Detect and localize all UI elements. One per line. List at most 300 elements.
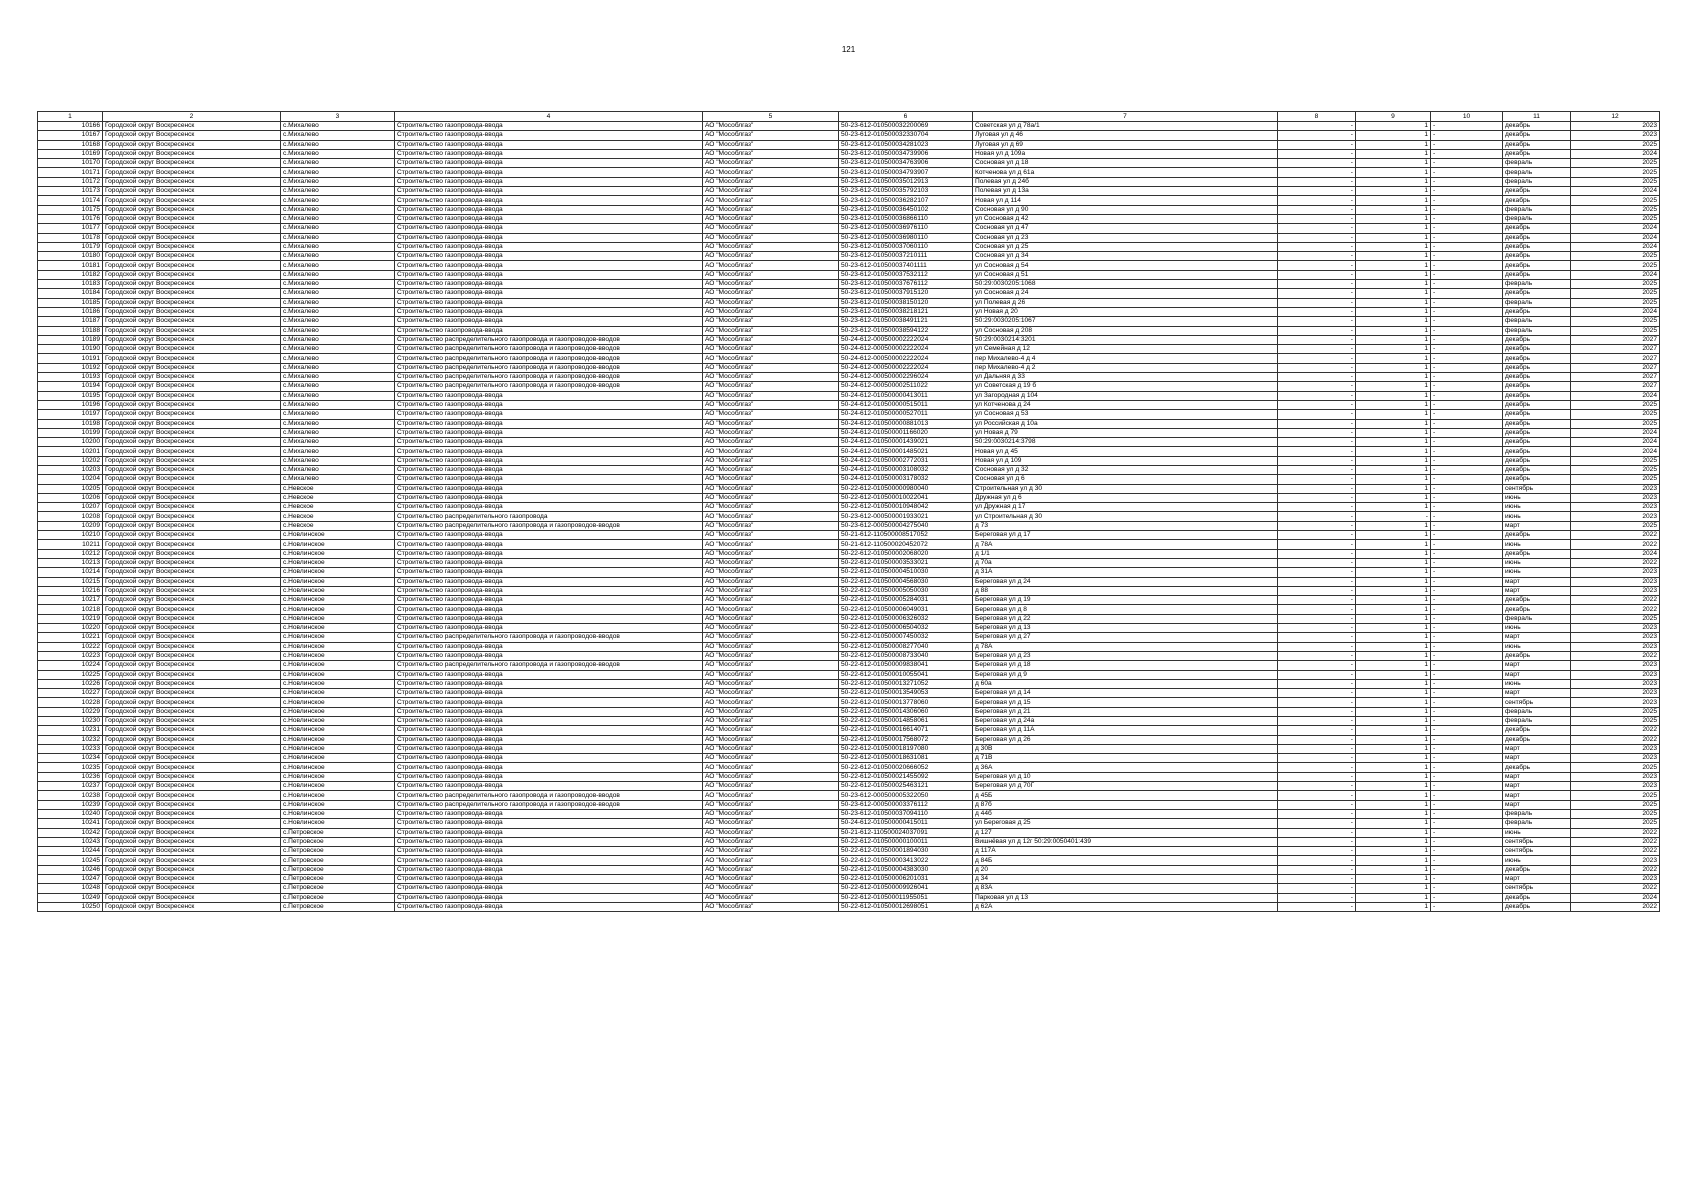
request-id-cell: 50-22-612-010500010022041 <box>839 493 973 502</box>
municipality-cell: Городской округ Воскресенск <box>103 642 281 651</box>
col8-value-cell: - <box>1278 856 1356 865</box>
settlement-cell: с.Новлинское <box>281 698 395 707</box>
col10-value-cell: - <box>1431 261 1503 270</box>
table-row <box>38 252 1660 261</box>
address-cell: д 78А <box>973 540 1278 549</box>
organization-cell: АО "Мособлгаз" <box>703 131 839 140</box>
completion-month-cell: декабрь <box>1503 763 1571 772</box>
quantity-cell: 1 <box>1356 586 1431 595</box>
address-cell: д 71В <box>973 754 1278 763</box>
work-type-cell: Строительство газопровода-ввода <box>395 400 703 409</box>
table-row <box>38 633 1660 642</box>
work-type-cell: Строительство газопровода-ввода <box>395 679 703 688</box>
work-type-cell: Строительство газопровода-ввода <box>395 698 703 707</box>
municipality-cell: Городской округ Воскресенск <box>103 428 281 437</box>
row-number-cell: 10228 <box>38 698 103 707</box>
table-row <box>38 168 1660 177</box>
organization-cell: АО "Мособлгаз" <box>703 233 839 242</box>
col10-value-cell: - <box>1431 531 1503 540</box>
completion-month-cell: декабрь <box>1503 187 1571 196</box>
row-number-cell: 10217 <box>38 596 103 605</box>
quantity-cell: 1 <box>1356 456 1431 465</box>
address-cell: Береговая ул д 17 <box>973 531 1278 540</box>
quantity-cell: 1 <box>1356 884 1431 893</box>
completion-year-cell: 2023 <box>1571 493 1660 502</box>
col10-value-cell: - <box>1431 679 1503 688</box>
col10-value-cell: - <box>1431 800 1503 809</box>
completion-year-cell: 2027 <box>1571 382 1660 391</box>
col10-value-cell: - <box>1431 605 1503 614</box>
completion-month-cell: декабрь <box>1503 428 1571 437</box>
table-row <box>38 791 1660 800</box>
table-row <box>38 754 1660 763</box>
work-type-cell: Строительство газопровода-ввода <box>395 168 703 177</box>
municipality-cell: Городской округ Воскресенск <box>103 196 281 205</box>
quantity-cell: 1 <box>1356 568 1431 577</box>
table-row <box>38 837 1660 846</box>
table-row <box>38 707 1660 716</box>
address-cell: 50:29:0030205:1068 <box>973 280 1278 289</box>
settlement-cell: с.Михалево <box>281 345 395 354</box>
municipality-cell: Городской округ Воскресенск <box>103 847 281 856</box>
request-id-cell: 50-24-612-010500000881013 <box>839 419 973 428</box>
request-id-cell: 50-23-612-010500032330704 <box>839 131 973 140</box>
row-number-cell: 10191 <box>38 354 103 363</box>
settlement-cell: с.Михалево <box>281 335 395 344</box>
completion-month-cell: декабрь <box>1503 456 1571 465</box>
organization-cell: АО "Мособлгаз" <box>703 335 839 344</box>
table-row <box>38 586 1660 595</box>
col8-value-cell: - <box>1278 419 1356 428</box>
row-number-cell: 10213 <box>38 558 103 567</box>
header-cell: 2 <box>103 112 281 122</box>
settlement-cell: с.Михалево <box>281 447 395 456</box>
request-id-cell: 50-23-612-000500001933021 <box>839 512 973 521</box>
work-type-cell: Строительство газопровода-ввода <box>395 503 703 512</box>
organization-cell: АО "Мособлгаз" <box>703 289 839 298</box>
request-id-cell: 50-23-612-010500038594122 <box>839 326 973 335</box>
completion-year-cell: 2022 <box>1571 902 1660 911</box>
settlement-cell: с.Новлинское <box>281 642 395 651</box>
work-type-cell: Строительство газопровода-ввода <box>395 865 703 874</box>
table-row <box>38 307 1660 316</box>
table-row <box>38 205 1660 214</box>
col10-value-cell: - <box>1431 782 1503 791</box>
table-row <box>38 651 1660 660</box>
quantity-cell: 1 <box>1356 438 1431 447</box>
settlement-cell: с.Михалево <box>281 410 395 419</box>
col8-value-cell: - <box>1278 893 1356 902</box>
row-number-cell: 10250 <box>38 902 103 911</box>
settlement-cell: с.Михалево <box>281 187 395 196</box>
col8-value-cell: - <box>1278 884 1356 893</box>
completion-month-cell: декабрь <box>1503 233 1571 242</box>
address-cell: д 83А <box>973 884 1278 893</box>
request-id-cell: 50-22-612-010500000980040 <box>839 484 973 493</box>
completion-month-cell: декабрь <box>1503 345 1571 354</box>
completion-year-cell: 2025 <box>1571 475 1660 484</box>
col10-value-cell: - <box>1431 791 1503 800</box>
work-type-cell: Строительство газопровода-ввода <box>395 577 703 586</box>
request-id-cell: 50-22-612-010500013271052 <box>839 679 973 688</box>
quantity-cell: 1 <box>1356 707 1431 716</box>
settlement-cell: с.Невское <box>281 521 395 530</box>
completion-month-cell: декабрь <box>1503 270 1571 279</box>
col10-value-cell: - <box>1431 382 1503 391</box>
municipality-cell: Городской округ Воскресенск <box>103 419 281 428</box>
settlement-cell: с.Петровское <box>281 856 395 865</box>
settlement-cell: с.Михалево <box>281 224 395 233</box>
completion-month-cell: сентябрь <box>1503 698 1571 707</box>
municipality-cell: Городской округ Воскресенск <box>103 214 281 223</box>
completion-month-cell: март <box>1503 633 1571 642</box>
completion-year-cell: 2025 <box>1571 317 1660 326</box>
organization-cell: АО "Мособлгаз" <box>703 902 839 911</box>
completion-year-cell: 2025 <box>1571 214 1660 223</box>
address-cell: пер Михалево-4 д 4 <box>973 354 1278 363</box>
settlement-cell: с.Михалево <box>281 149 395 158</box>
municipality-cell: Городской округ Воскресенск <box>103 205 281 214</box>
col10-value-cell: - <box>1431 847 1503 856</box>
work-type-cell: Строительство газопровода-ввода <box>395 280 703 289</box>
completion-year-cell: 2023 <box>1571 122 1660 131</box>
address-cell: ул Дальняя д 33 <box>973 373 1278 382</box>
address-cell: Дружная ул д 6 <box>973 493 1278 502</box>
row-number-cell: 10235 <box>38 763 103 772</box>
work-type-cell: Строительство распределительного газопровода и газопроводов-вводов <box>395 363 703 372</box>
organization-cell: АО "Мособлгаз" <box>703 214 839 223</box>
header-cell: 9 <box>1356 112 1431 122</box>
municipality-cell: Городской округ Воскресенск <box>103 809 281 818</box>
address-cell: Береговая ул д 13 <box>973 624 1278 633</box>
request-id-cell: 50-22-612-010500017568072 <box>839 735 973 744</box>
col8-value-cell: - <box>1278 400 1356 409</box>
settlement-cell: с.Петровское <box>281 902 395 911</box>
work-type-cell: Строительство газопровода-ввода <box>395 754 703 763</box>
organization-cell: АО "Мособлгаз" <box>703 884 839 893</box>
municipality-cell: Городской округ Воскресенск <box>103 661 281 670</box>
completion-year-cell: 2025 <box>1571 717 1660 726</box>
work-type-cell: Строительство газопровода-ввода <box>395 410 703 419</box>
request-id-cell: 50-24-612-010500001166020 <box>839 428 973 437</box>
address-cell: Новая ул д 114 <box>973 196 1278 205</box>
completion-year-cell: 2027 <box>1571 373 1660 382</box>
organization-cell: АО "Мособлгаз" <box>703 521 839 530</box>
row-number-cell: 10243 <box>38 837 103 846</box>
settlement-cell: с.Михалево <box>281 214 395 223</box>
request-id-cell: 50-24-612-010500000527011 <box>839 410 973 419</box>
organization-cell: АО "Мособлгаз" <box>703 456 839 465</box>
quantity-cell: 1 <box>1356 345 1431 354</box>
address-cell: Сосновая ул д 18 <box>973 159 1278 168</box>
row-number-cell: 10176 <box>38 214 103 223</box>
request-id-cell: 50-23-612-010500035012913 <box>839 177 973 186</box>
organization-cell: АО "Мособлгаз" <box>703 363 839 372</box>
row-number-cell: 10186 <box>38 307 103 316</box>
table-row <box>38 242 1660 251</box>
completion-month-cell: декабрь <box>1503 307 1571 316</box>
col10-value-cell: - <box>1431 661 1503 670</box>
col8-value-cell: - <box>1278 363 1356 372</box>
organization-cell: АО "Мособлгаз" <box>703 159 839 168</box>
quantity-cell: 1 <box>1356 624 1431 633</box>
quantity-cell: 1 <box>1356 354 1431 363</box>
settlement-cell: с.Михалево <box>281 252 395 261</box>
organization-cell: АО "Мособлгаз" <box>703 856 839 865</box>
request-id-cell: 50-23-612-010500036282107 <box>839 196 973 205</box>
organization-cell: АО "Мособлгаз" <box>703 410 839 419</box>
request-id-cell: 50-23-612-010500037401111 <box>839 261 973 270</box>
completion-month-cell: декабрь <box>1503 438 1571 447</box>
request-id-cell: 50-24-612-010500000413011 <box>839 391 973 400</box>
col10-value-cell: - <box>1431 837 1503 846</box>
work-type-cell: Строительство распределительного газопровода и газопроводов-вводов <box>395 661 703 670</box>
settlement-cell: с.Новлинское <box>281 707 395 716</box>
col10-value-cell: - <box>1431 410 1503 419</box>
request-id-cell: 50-22-612-010500009838041 <box>839 661 973 670</box>
completion-year-cell: 2023 <box>1571 568 1660 577</box>
settlement-cell: с.Михалево <box>281 307 395 316</box>
address-cell: д 30В <box>973 744 1278 753</box>
request-id-cell: 50-24-612-010500001439021 <box>839 438 973 447</box>
quantity-cell: 1 <box>1356 298 1431 307</box>
completion-year-cell: 2022 <box>1571 726 1660 735</box>
work-type-cell: Строительство газопровода-ввода <box>395 214 703 223</box>
row-number-cell: 10203 <box>38 465 103 474</box>
col8-value-cell: - <box>1278 828 1356 837</box>
quantity-cell: 1 <box>1356 140 1431 149</box>
col8-value-cell: - <box>1278 233 1356 242</box>
settlement-cell: с.Новлинское <box>281 689 395 698</box>
settlement-cell: с.Новлинское <box>281 679 395 688</box>
col10-value-cell: - <box>1431 614 1503 623</box>
completion-month-cell: декабрь <box>1503 224 1571 233</box>
row-number-cell: 10194 <box>38 382 103 391</box>
organization-cell: АО "Мособлгаз" <box>703 298 839 307</box>
organization-cell: АО "Мособлгаз" <box>703 744 839 753</box>
quantity-cell: 1 <box>1356 856 1431 865</box>
quantity-cell: 1 <box>1356 177 1431 186</box>
municipality-cell: Городской округ Воскресенск <box>103 670 281 679</box>
completion-month-cell: март <box>1503 754 1571 763</box>
row-number-cell: 10180 <box>38 252 103 261</box>
completion-month-cell: февраль <box>1503 819 1571 828</box>
row-number-cell: 10205 <box>38 484 103 493</box>
table-row <box>38 679 1660 688</box>
address-cell: д 84Б <box>973 856 1278 865</box>
quantity-cell: 1 <box>1356 837 1431 846</box>
quantity-cell: 1 <box>1356 642 1431 651</box>
table-row <box>38 540 1660 549</box>
settlement-cell: с.Михалево <box>281 298 395 307</box>
completion-month-cell: июнь <box>1503 856 1571 865</box>
address-cell: Новая ул д 109а <box>973 149 1278 158</box>
quantity-cell: 1 <box>1356 726 1431 735</box>
settlement-cell: с.Невское <box>281 503 395 512</box>
organization-cell: АО "Мособлгаз" <box>703 280 839 289</box>
col10-value-cell: - <box>1431 475 1503 484</box>
completion-month-cell: март <box>1503 661 1571 670</box>
quantity-cell: 1 <box>1356 782 1431 791</box>
col8-value-cell: - <box>1278 605 1356 614</box>
settlement-cell: с.Новлинское <box>281 791 395 800</box>
address-cell: 50:29:0030214:3798 <box>973 438 1278 447</box>
request-id-cell: 50-24-612-000500002511022 <box>839 382 973 391</box>
organization-cell: АО "Мособлгаз" <box>703 205 839 214</box>
completion-month-cell: декабрь <box>1503 549 1571 558</box>
organization-cell: АО "Мособлгаз" <box>703 828 839 837</box>
table-row <box>38 902 1660 911</box>
completion-month-cell: декабрь <box>1503 354 1571 363</box>
col10-value-cell: - <box>1431 540 1503 549</box>
table-row <box>38 187 1660 196</box>
col10-value-cell: - <box>1431 875 1503 884</box>
organization-cell: АО "Мособлгаз" <box>703 391 839 400</box>
address-cell: Котченова ул д 61а <box>973 168 1278 177</box>
col10-value-cell: - <box>1431 828 1503 837</box>
row-number-cell: 10249 <box>38 893 103 902</box>
completion-month-cell: март <box>1503 782 1571 791</box>
quantity-cell: 1 <box>1356 540 1431 549</box>
row-number-cell: 10195 <box>38 391 103 400</box>
settlement-cell: с.Невское <box>281 484 395 493</box>
quantity-cell: 1 <box>1356 689 1431 698</box>
col10-value-cell: - <box>1431 586 1503 595</box>
col10-value-cell: - <box>1431 363 1503 372</box>
organization-cell: АО "Мособлгаз" <box>703 493 839 502</box>
col10-value-cell: - <box>1431 400 1503 409</box>
organization-cell: АО "Мособлгаз" <box>703 596 839 605</box>
col8-value-cell: - <box>1278 763 1356 772</box>
header-cell: 11 <box>1503 112 1571 122</box>
completion-year-cell: 2023 <box>1571 577 1660 586</box>
work-type-cell: Строительство газопровода-ввода <box>395 187 703 196</box>
row-number-cell: 10166 <box>38 122 103 131</box>
col10-value-cell: - <box>1431 726 1503 735</box>
col10-value-cell: - <box>1431 465 1503 474</box>
settlement-cell: с.Новлинское <box>281 819 395 828</box>
organization-cell: АО "Мособлгаз" <box>703 531 839 540</box>
completion-month-cell: декабрь <box>1503 651 1571 660</box>
request-id-cell: 50-24-612-000500002222024 <box>839 354 973 363</box>
organization-cell: АО "Мособлгаз" <box>703 465 839 474</box>
settlement-cell: с.Новлинское <box>281 568 395 577</box>
quantity-cell: 1 <box>1356 744 1431 753</box>
col10-value-cell: - <box>1431 865 1503 874</box>
address-cell: д 88 <box>973 586 1278 595</box>
table-row <box>38 689 1660 698</box>
settlement-cell: с.Петровское <box>281 837 395 846</box>
quantity-cell: 1 <box>1356 205 1431 214</box>
municipality-cell: Городской округ Воскресенск <box>103 140 281 149</box>
work-type-cell: Строительство газопровода-ввода <box>395 428 703 437</box>
row-number-cell: 10241 <box>38 819 103 828</box>
municipality-cell: Городской округ Воскресенск <box>103 149 281 158</box>
table-row <box>38 493 1660 502</box>
completion-year-cell: 2024 <box>1571 307 1660 316</box>
municipality-cell: Городской округ Воскресенск <box>103 521 281 530</box>
work-type-cell: Строительство газопровода-ввода <box>395 596 703 605</box>
work-type-cell: Строительство газопровода-ввода <box>395 828 703 837</box>
work-type-cell: Строительство газопровода-ввода <box>395 242 703 251</box>
row-number-cell: 10184 <box>38 289 103 298</box>
col8-value-cell: - <box>1278 791 1356 800</box>
request-id-cell: 50-22-612-010500005284031 <box>839 596 973 605</box>
row-number-cell: 10229 <box>38 707 103 716</box>
request-id-cell: 50-22-612-010500020666052 <box>839 763 973 772</box>
work-type-cell: Строительство газопровода-ввода <box>395 837 703 846</box>
organization-cell: АО "Мособлгаз" <box>703 503 839 512</box>
row-number-cell: 10181 <box>38 261 103 270</box>
completion-year-cell: 2027 <box>1571 363 1660 372</box>
request-id-cell: 50-22-612-010500002068020 <box>839 549 973 558</box>
row-number-cell: 10179 <box>38 242 103 251</box>
table-row <box>38 809 1660 818</box>
col8-value-cell: - <box>1278 410 1356 419</box>
col10-value-cell: - <box>1431 596 1503 605</box>
col10-value-cell: - <box>1431 744 1503 753</box>
completion-year-cell: 2023 <box>1571 503 1660 512</box>
work-type-cell: Строительство распределительного газопровода и газопроводов-вводов <box>395 633 703 642</box>
col8-value-cell: - <box>1278 261 1356 270</box>
col8-value-cell: - <box>1278 772 1356 781</box>
completion-year-cell: 2024 <box>1571 224 1660 233</box>
table-row <box>38 642 1660 651</box>
municipality-cell: Городской округ Воскресенск <box>103 679 281 688</box>
work-type-cell: Строительство распределительного газопровода и газопроводов-вводов <box>395 800 703 809</box>
work-type-cell: Строительство газопровода-ввода <box>395 159 703 168</box>
work-type-cell: Строительство газопровода-ввода <box>395 809 703 818</box>
table-row <box>38 149 1660 158</box>
completion-year-cell: 2022 <box>1571 828 1660 837</box>
request-id-cell: 50-22-612-010500011955051 <box>839 893 973 902</box>
completion-month-cell: декабрь <box>1503 196 1571 205</box>
municipality-cell: Городской округ Воскресенск <box>103 326 281 335</box>
completion-year-cell: 2024 <box>1571 893 1660 902</box>
row-number-cell: 10182 <box>38 270 103 279</box>
address-cell: Новая ул д 109 <box>973 456 1278 465</box>
request-id-cell: 50-23-612-010500037915120 <box>839 289 973 298</box>
col8-value-cell: - <box>1278 475 1356 484</box>
row-number-cell: 10238 <box>38 791 103 800</box>
completion-month-cell: февраль <box>1503 717 1571 726</box>
municipality-cell: Городской округ Воскресенск <box>103 177 281 186</box>
address-cell: ул Сосновая д 53 <box>973 410 1278 419</box>
table-row <box>38 865 1660 874</box>
completion-month-cell: июнь <box>1503 493 1571 502</box>
municipality-cell: Городской округ Воскресенск <box>103 512 281 521</box>
completion-month-cell: июнь <box>1503 679 1571 688</box>
completion-month-cell: март <box>1503 875 1571 884</box>
work-type-cell: Строительство газопровода-ввода <box>395 317 703 326</box>
completion-month-cell: февраль <box>1503 614 1571 623</box>
settlement-cell: с.Новлинское <box>281 717 395 726</box>
col8-value-cell: - <box>1278 187 1356 196</box>
work-type-cell: Строительство газопровода-ввода <box>395 205 703 214</box>
work-type-cell: Строительство распределительного газопровода и газопроводов-вводов <box>395 335 703 344</box>
request-id-cell: 50-22-612-010500018631081 <box>839 754 973 763</box>
settlement-cell: с.Михалево <box>281 289 395 298</box>
municipality-cell: Городской округ Воскресенск <box>103 717 281 726</box>
request-id-cell: 50-23-612-000500005322050 <box>839 791 973 800</box>
settlement-cell: с.Михалево <box>281 270 395 279</box>
municipality-cell: Городской округ Воскресенск <box>103 410 281 419</box>
completion-year-cell: 2025 <box>1571 791 1660 800</box>
work-type-cell: Строительство газопровода-ввода <box>395 447 703 456</box>
quantity-cell: 1 <box>1356 335 1431 344</box>
work-type-cell: Строительство газопровода-ввода <box>395 744 703 753</box>
work-type-cell: Строительство газопровода-ввода <box>395 233 703 242</box>
